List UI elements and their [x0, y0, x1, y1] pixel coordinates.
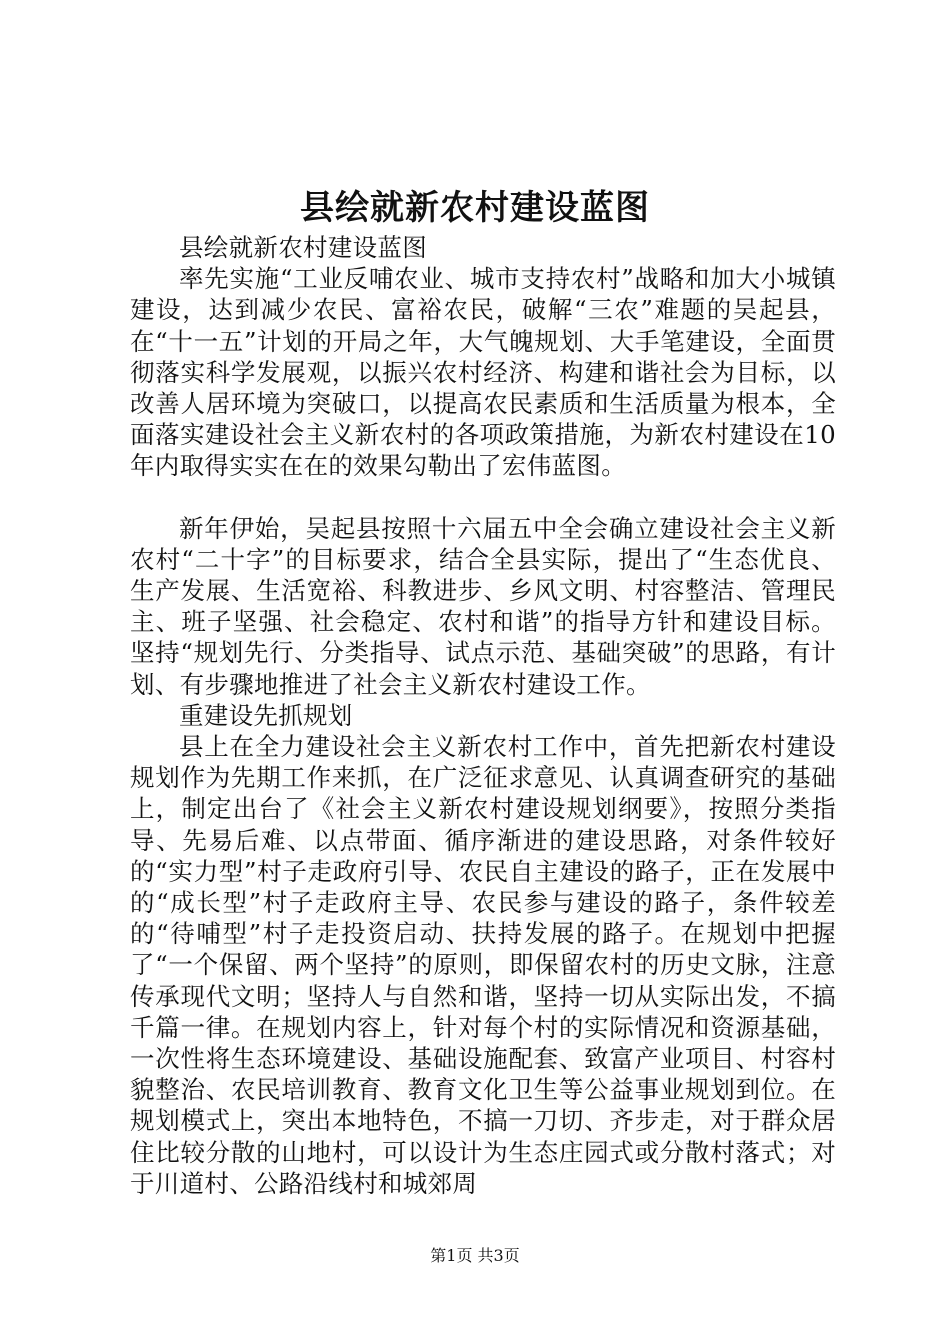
- paragraph-planning: 县上在全力建设社会主义新农村工作中，首先把新农村建设规划作为先期工作来抓，在广泛征求意见、认真调查研究的基础上，制定出台了《社会主义新农村建设规划纲要》，按照分类指导、先易后难、以点带面、循序渐进的建设思路，对条件较好的“实力型”村子走政府引导、农民自主建设的路子，正在发展中的“成长型”村子走政府主导、农民参与建设的路子，条件较差的“待哺型”村子走投资启动、扶持发展的路子。在规划中把握了“一个保留、两个坚持”的原则，即保留农村的历史文脉，注意传承现代文明；坚持人与自然和谐，坚持一切从实际出发，不搞千篇一律。在规划内容上，针对每个村的实际情况和资源基础，一次性将生态环境建设、基础设施配套、致富产业项目、村容村貌整治、农民培训教育、教育文化卫生等公益事业规划到位。在规划模式上，突出本地特色，不搞一刀切、齐步走，对于群众居住比较分散的山地村，可以设计为生态庄园式或分散村落式；对于川道村、公路沿线村和城郊周: [130, 732, 836, 1198]
- page-number-footer: 第1页 共3页: [430, 1246, 520, 1265]
- paragraph-goals: 新年伊始，吴起县按照十六届五中全会确立建设社会主义新农村“二十字”的目标要求，结合全县实际，提出了“生态优良、生产发展、生活宽裕、科教进步、乡风文明、村容整洁、管理民主、班子坚强、社会稳定、农村和谐”的指导方针和建设目标。坚持“规划先行、分类指导、试点示范、基础突破”的思路，有计划、有步骤地推进了社会主义新农村建设工作。: [130, 513, 836, 699]
- document-title: 县绘就新农村建设蓝图: [300, 188, 650, 228]
- paragraph-intro: 率先实施“工业反哺农业、城市支持农村”战略和加大小城镇建设，达到减少农民、富裕农民，破解“三农”难题的吴起县，在“十一五”计划的开局之年，大气魄规划、大手笔建设，全面贯彻落实科学发展观，以振兴农村经济、构建和谐社会为目标，以改善人居环境为突破口，以提高农民素质和生活质量为根本，全面落实建设社会主义新农村的各项政策措施，为新农村建设在10年内取得实实在在的效果勾勒出了宏伟蓝图。: [130, 264, 836, 481]
- section-heading-planning: 重建设先抓规划: [179, 700, 353, 730]
- paragraph-subtitle: 县绘就新农村建设蓝图: [179, 233, 427, 262]
- document-body: [130, 232, 836, 1199]
